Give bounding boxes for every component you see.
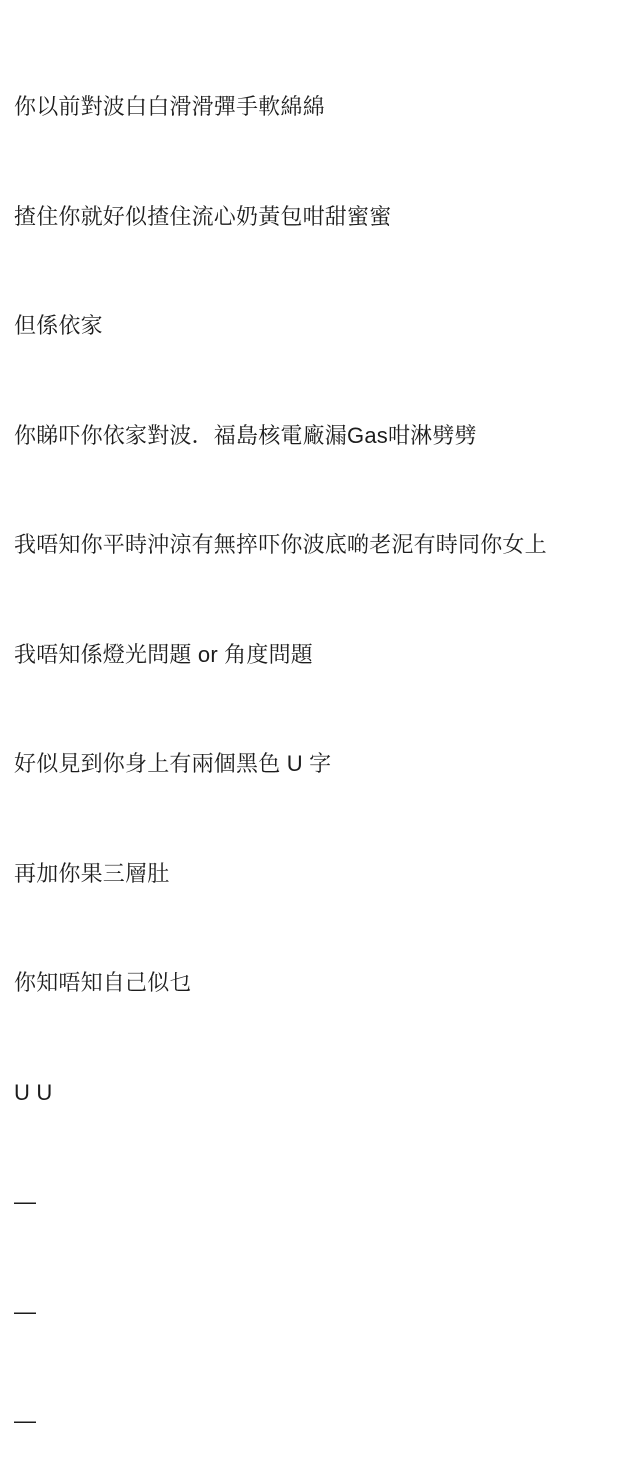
text-line-dash: — bbox=[14, 1189, 37, 1214]
text-line-dash: — bbox=[14, 1408, 37, 1433]
text-line: 再加你果三層肚 bbox=[14, 860, 170, 886]
text-line: U U bbox=[14, 1079, 53, 1105]
text-line: 揸住你就好似揸住流心奶黃包咁甜蜜蜜 bbox=[14, 203, 392, 229]
text-line: 好似見到你身上有兩個黑色 U 字 bbox=[14, 751, 332, 776]
text-line: 但係依家 bbox=[14, 313, 103, 338]
text-line: 我唔知你平時沖涼有無捽吓你波底啲老泥有時同你女上 bbox=[14, 532, 547, 557]
text-line: 你知唔知自己似乜 bbox=[14, 970, 192, 995]
text-line: 你以前對波白白滑滑彈手軟綿綿 bbox=[14, 94, 325, 119]
text-line-dash: — bbox=[14, 1298, 37, 1324]
text-line: 你睇吓你依家對波．福島核電廠漏Gas咁淋劈劈 bbox=[14, 422, 477, 448]
text-line: 我唔知係燈光問題 or 角度問題 bbox=[14, 641, 313, 667]
